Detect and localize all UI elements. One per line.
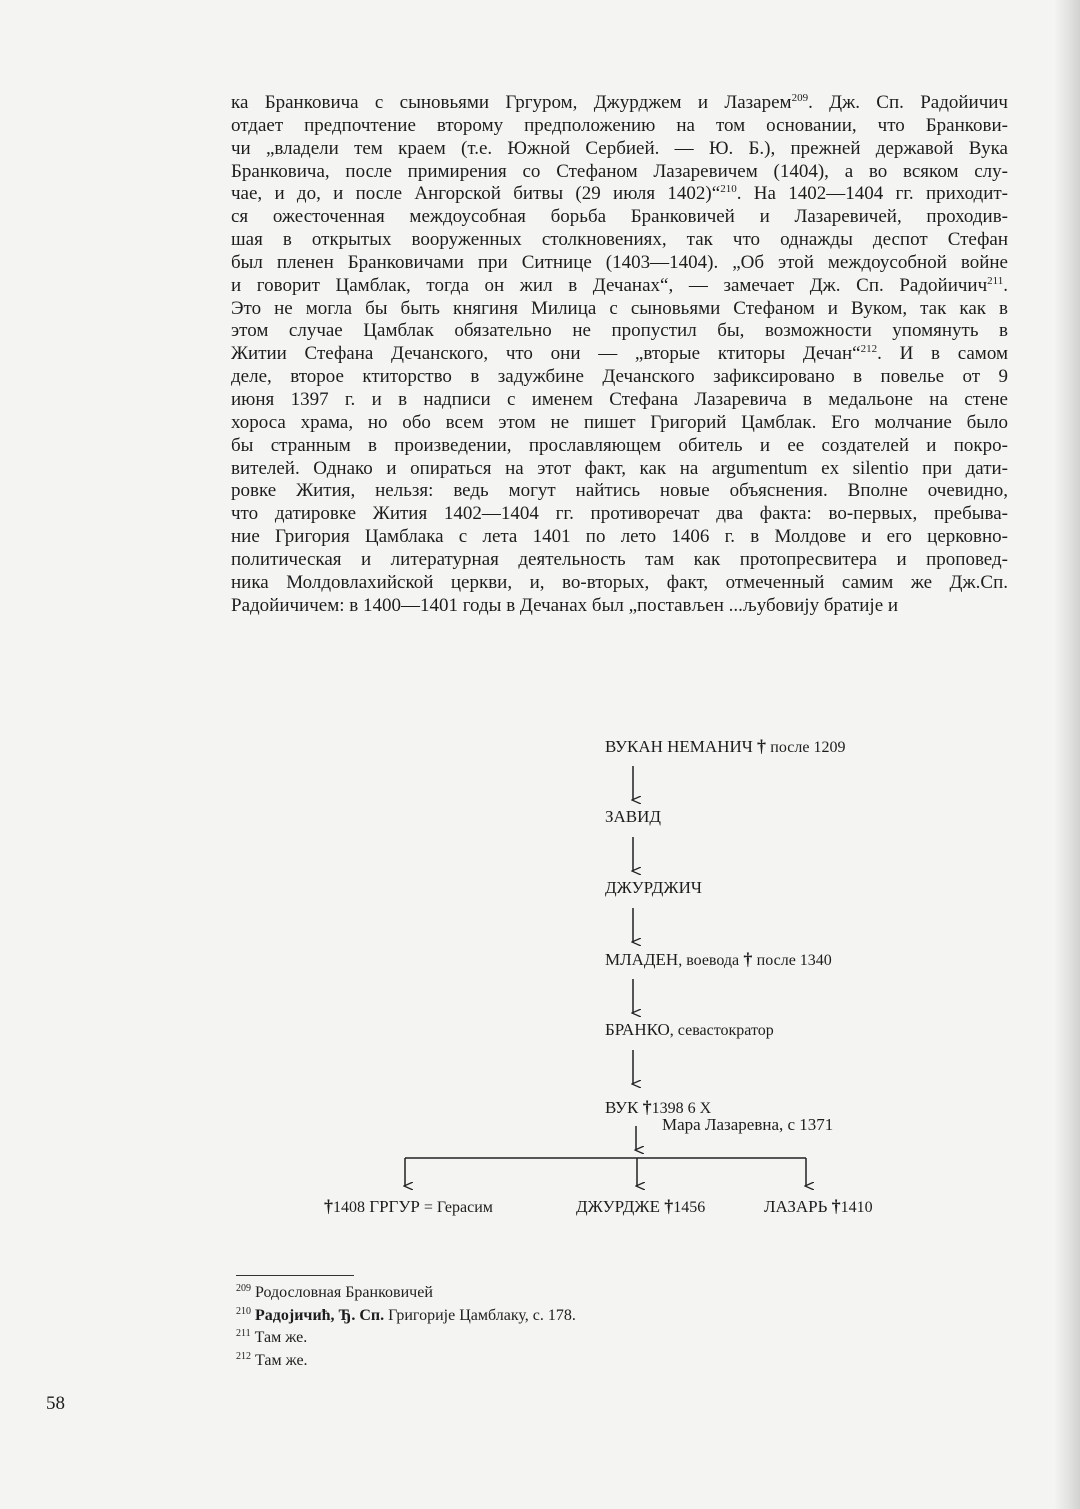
cross-icon: † — [664, 1196, 674, 1216]
text-run: ка Бранковича с сыновьями Гргуром, Джурджем и Лазарем — [231, 92, 792, 113]
text-run: . На 1402—1404 гг. приходит- — [736, 183, 1008, 205]
node-mladen — [605, 949, 832, 971]
footnote-number: 211 — [236, 1328, 251, 1339]
child-date: 1408 — [333, 1199, 365, 1216]
text-run: отдает предпочтение второму предположению на том основании, что Бранкови- — [231, 114, 1008, 136]
child-name: ЛАЗАРЬ — [764, 1197, 828, 1216]
text-run: Бранковича, после примирения со Стефаном Лазаревичем (1404), а во всяком слу- — [231, 160, 1008, 182]
cross-icon: † — [757, 736, 767, 756]
child-detail: = Герасим — [419, 1199, 493, 1216]
text-run: был пленен Бранковичами при Ситнице (1403—1404). „Об этой междоусобной войне — [231, 251, 1008, 273]
child-date: 1456 — [673, 1199, 706, 1216]
node-vukan-nemanic — [605, 736, 845, 758]
text-run: ся ожесточенная междоусобная борьба Бранковичей и Лазаревичей, проходив- — [231, 206, 1008, 228]
text-run: июня 1397 г. и в надписи с именем Стефана Лазаревича в медальоне на стене — [231, 388, 1008, 410]
node-date: 1398 6 X — [651, 1100, 712, 1117]
child-date: 1410 — [840, 1199, 873, 1216]
spouse-mara: Мара Лазаревна, с 1371 — [662, 1115, 834, 1134]
page-number: 58 — [46, 1393, 65, 1414]
text-run: Это не могла бы быть княгиня Милица с сыновьями Стефаном и Вуком, так как в — [231, 297, 1008, 319]
footnote — [236, 1282, 576, 1305]
child-lazar — [764, 1196, 873, 1218]
footnote-text: Родословная Бранковичей — [255, 1284, 433, 1301]
text-run: этом случае Цамблак обязательно не пропустил бы, возможности упомянуть в — [231, 320, 1008, 342]
node-branko — [605, 1020, 774, 1041]
text-run: хороса храма, но обо всем этом не пишет Григорий Цамблак. Его молчание было — [231, 411, 1008, 433]
node-name: ВУКАН НЕМАНИЧ — [605, 737, 753, 756]
node-date: после 1209 — [770, 739, 846, 756]
footnotes — [236, 1282, 576, 1372]
text-run: вителей. Однако и опираться на этот факт, как на argumentum ex silentio при дати- — [231, 457, 1008, 479]
footnote-ref: 210 — [720, 183, 737, 196]
footnote — [236, 1350, 576, 1373]
footnote-text: Там же. — [255, 1351, 308, 1369]
footnote-number: 209 — [236, 1283, 251, 1294]
text-run: . Дж. Сп. Радойичич — [808, 92, 1008, 113]
node-detail: , воевода — [678, 952, 740, 969]
footnote-text: Там же. — [254, 1329, 308, 1346]
text-run: бы странным в произведении, прославляющем обитель и ее создателей и покро- — [231, 434, 1008, 456]
text-run: Житии Стефана Дечанского, что они — „вторые ктиторы Дечан“ — [231, 343, 861, 365]
text-run: чи „владели тем краем (т.е. Южной Сербией. — Ю. Б.), прежней державой Вука — [231, 137, 1008, 159]
text-run: чае, и до, и после Ангорской битвы (29 июля 1402)“ — [231, 183, 721, 205]
text-run: . — [1003, 274, 1008, 296]
text-run: ника Молдовлахийской церкви, и, во-вторых, факт, отмеченный самим же Дж.Сп. — [231, 571, 1008, 593]
node-name: МЛАДЕН — [605, 950, 679, 969]
node-date: после 1340 — [756, 952, 832, 969]
child-name: ГРГУР — [369, 1197, 420, 1216]
node-name: БРАНКО — [605, 1020, 670, 1039]
node-name: ЗАВИД — [605, 807, 662, 826]
cross-icon: † — [743, 949, 753, 969]
cross-icon: † — [831, 1196, 841, 1216]
cross-icon: † — [642, 1097, 652, 1117]
node-detail: , севастократор — [669, 1022, 774, 1039]
child-name: ДЖУРДЖЕ — [576, 1197, 661, 1216]
node-zavid — [605, 807, 661, 827]
footnote-number: 210 — [236, 1305, 251, 1317]
text-run: шая в открытых вооруженных столкновениях, так что однажды деспот Стефан — [231, 229, 1008, 251]
child-djurdje — [576, 1196, 705, 1218]
footnote — [236, 1327, 576, 1350]
text-run: ровке Жития, нельзя: ведь могут найтись новые объяснения. Вполне очевидно, — [231, 480, 1008, 502]
text-run: . И в самом — [877, 343, 1008, 365]
child-grgur — [324, 1196, 493, 1218]
text-run: Радойичичем: в 1400—1401 годы в Дечанах был „постављен ...љубовију братије и — [231, 594, 899, 616]
text-run: политическая и литературная деятельность там как протопресвитера и проповед- — [231, 548, 1008, 570]
node-name: ВУК — [605, 1098, 639, 1117]
node-name: ДЖУРДЖИЧ — [605, 878, 702, 897]
text-run: деле, второе ктиторство в задужбине Дечанского зафиксировано в повелье от 9 — [231, 366, 1008, 388]
footnote-number: 212 — [236, 1350, 251, 1362]
cross-icon: † — [324, 1196, 333, 1216]
footnote-ref: 209 — [791, 92, 809, 104]
footnote — [236, 1305, 576, 1328]
footnote-rule — [236, 1275, 354, 1276]
text-run: ние Григория Цамблака с лета 1401 по лето 1406 г. в Молдове и его церковно- — [231, 526, 1008, 548]
footnote-ref: 211 — [987, 274, 1004, 287]
footnote-ref: 212 — [860, 343, 878, 356]
node-djurdjic — [605, 878, 702, 898]
footnote-author: Радојичић, Ђ. Сп. — [255, 1306, 385, 1324]
text-run: и говорит Цамблак, тогда он жил в Дечанах“, — замечает Дж. Сп. Радойичич — [231, 274, 988, 296]
footnote-text: Григорије Цамблаку, с. 178. — [384, 1306, 576, 1324]
text-run: что датировке Жития 1402—1404 гг. противоречат два факта: во-первых, пребыва- — [231, 503, 1008, 525]
